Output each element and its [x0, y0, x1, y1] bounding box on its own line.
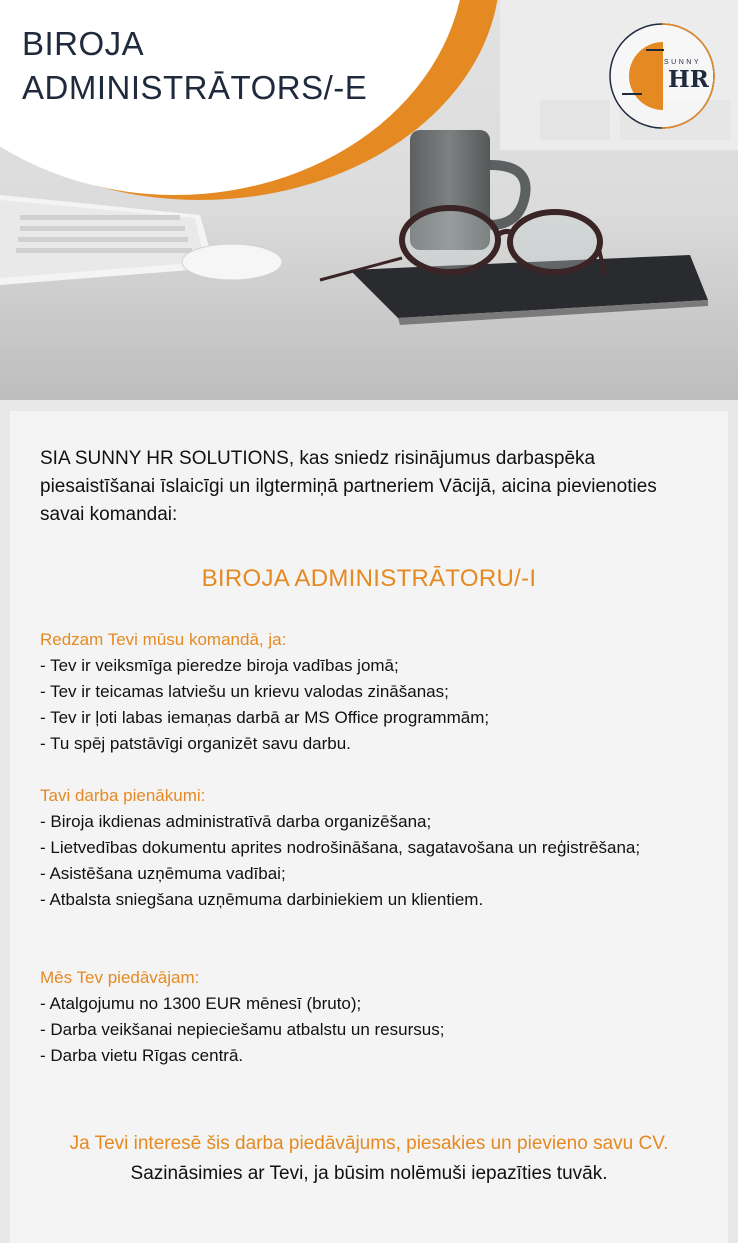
list-item: - Tev ir ļoti labas iemaņas darbā ar MS Office programmām;	[40, 708, 490, 727]
list-item: - Atbalsta sniegšana uzņēmuma darbiniekiem un klientiem.	[40, 890, 484, 909]
duties-section	[40, 783, 700, 913]
call-to-action	[60, 1129, 678, 1189]
duties-heading: Tavi darba pienākumi:	[40, 786, 206, 805]
logo-sunny-text: SUNNY	[664, 59, 702, 66]
list-item: - Biroja ikdienas administratīvā darba organizēšana;	[40, 812, 432, 831]
list-item: - Asistēšana uzņēmuma vadībai;	[40, 864, 286, 883]
list-item: - Darba veikšanai nepieciešamu atbalstu un resursus;	[40, 1020, 445, 1039]
requirements-heading: Redzam Tevi mūsu komandā, ja:	[40, 630, 287, 649]
requirements-section	[40, 627, 700, 757]
cta-apply-text: Ja Tevi interesē šis darba piedāvājums, piesakies un pievieno savu CV.	[69, 1133, 669, 1154]
list-item: - Tev ir veiksmīga pieredze biroja vadības jomā;	[40, 656, 399, 675]
list-item: - Tu spēj patstāvīgi organizēt savu darbu.	[40, 734, 351, 753]
list-item: - Tev ir teicamas latviešu un krievu valodas zināšanas;	[40, 682, 449, 701]
title-line-2: ADMINISTRĀTORS/-E	[22, 69, 368, 106]
intro-text: SIA SUNNY HR SOLUTIONS, kas sniedz risinājumus darbaspēka piesaistīšanai īslaicīgi un ilgtermiņā partneriem Vācijā, aicina pievienoties savai komandai:	[40, 448, 657, 525]
title-line-1: BIROJA	[22, 25, 145, 62]
offer-heading: Mēs Tev piedāvājam:	[40, 968, 200, 987]
page-title	[22, 22, 367, 110]
job-card	[10, 411, 728, 1243]
job-title: BIROJA ADMINISTRĀTORU/-I	[201, 565, 537, 592]
cta-contact-text: Sazināsimies ar Tevi, ja būsim nolēmuši iepazīties tuvāk.	[130, 1163, 608, 1184]
logo-hr-text: HR	[668, 66, 709, 93]
list-item: - Atalgojumu no 1300 EUR mēnesī (bruto);	[40, 994, 362, 1013]
list-item: - Lietvedības dokumentu aprites nodrošināšana, sagatavošana un reģistrēšana;	[40, 838, 641, 857]
offer-section	[40, 965, 700, 1069]
list-item: - Darba vietu Rīgas centrā.	[40, 1046, 244, 1065]
